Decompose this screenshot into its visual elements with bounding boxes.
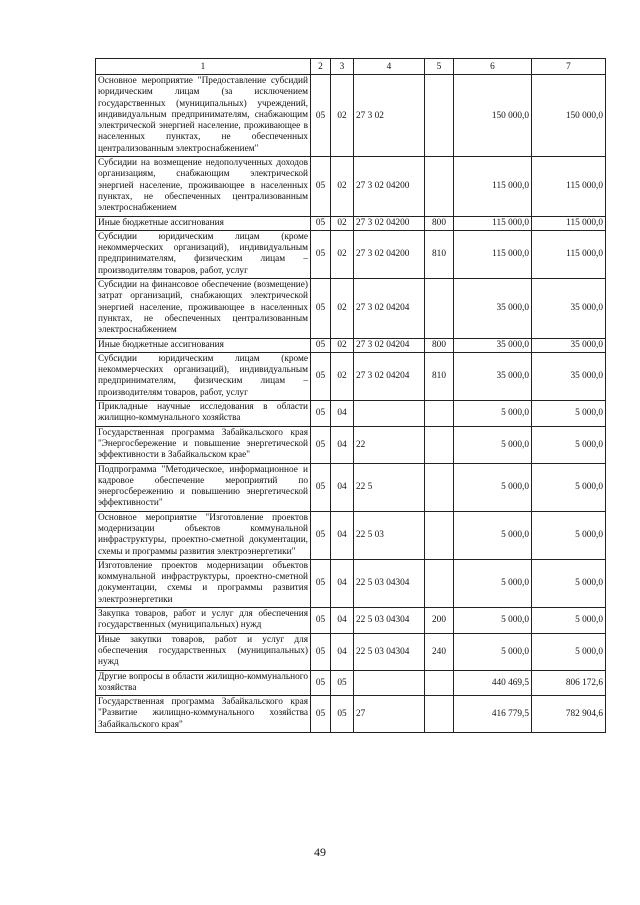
subsection-code-cell: 04 bbox=[331, 559, 354, 607]
subsection-code-cell: 04 bbox=[331, 401, 354, 427]
page-number: 49 bbox=[314, 845, 326, 859]
row-name-cell: Прикладные научные исследования в области жилищно-коммунального хозяйства bbox=[96, 401, 311, 427]
amount-year2-cell: 150 000,0 bbox=[532, 75, 606, 157]
table-row bbox=[96, 633, 606, 670]
table-row bbox=[96, 338, 606, 352]
subsection-code-cell: 02 bbox=[331, 216, 354, 230]
section-code-cell: 05 bbox=[311, 463, 331, 511]
target-article-cell: 27 bbox=[354, 696, 425, 733]
amount-year2-cell: 115 000,0 bbox=[532, 216, 606, 230]
header-cell: 5 bbox=[425, 59, 454, 75]
table-header-row bbox=[96, 59, 606, 75]
section-code-cell: 05 bbox=[311, 75, 331, 157]
amount-year1-cell: 115 000,0 bbox=[454, 230, 532, 278]
expense-type-cell bbox=[425, 559, 454, 607]
section-code-cell: 05 bbox=[311, 216, 331, 230]
amount-year1-cell: 440 469,5 bbox=[454, 670, 532, 696]
section-code-cell: 05 bbox=[311, 426, 331, 463]
subsection-code-cell: 04 bbox=[331, 608, 354, 634]
row-name-cell: Государственная программа Забайкальского края "Развитие жилищно-коммунального хозяйства Забайкальского края" bbox=[96, 696, 311, 733]
amount-year2-cell: 115 000,0 bbox=[532, 230, 606, 278]
table-row bbox=[96, 279, 606, 338]
expense-type-cell: 240 bbox=[425, 633, 454, 670]
subsection-code-cell: 02 bbox=[331, 230, 354, 278]
amount-year1-cell: 5 000,0 bbox=[454, 511, 532, 559]
amount-year2-cell: 5 000,0 bbox=[532, 559, 606, 607]
expense-type-cell: 800 bbox=[425, 216, 454, 230]
row-name-cell: Иные закупки товаров, работ и услуг для обеспечения государственных (муниципальных) нужд bbox=[96, 633, 311, 670]
row-name-cell: Субсидии на финансовое обеспечение (возмещение) затрат организаций, снабжающих электрической энергией население, проживающее в населенных пунктах, не обеспеченных централизованным электроснабжением bbox=[96, 279, 311, 338]
amount-year1-cell: 5 000,0 bbox=[454, 633, 532, 670]
target-article-cell: 27 3 02 04200 bbox=[354, 230, 425, 278]
target-article-cell bbox=[354, 401, 425, 427]
header-cell: 2 bbox=[311, 59, 331, 75]
section-code-cell: 05 bbox=[311, 157, 331, 216]
section-code-cell: 05 bbox=[311, 401, 331, 427]
expense-type-cell bbox=[425, 463, 454, 511]
amount-year2-cell: 5 000,0 bbox=[532, 633, 606, 670]
table-row bbox=[96, 426, 606, 463]
amount-year2-cell: 5 000,0 bbox=[532, 511, 606, 559]
expense-type-cell: 800 bbox=[425, 338, 454, 352]
target-article-cell: 22 5 03 bbox=[354, 511, 425, 559]
target-article-cell: 22 5 03 04304 bbox=[354, 559, 425, 607]
amount-year1-cell: 35 000,0 bbox=[454, 352, 532, 400]
section-code-cell: 05 bbox=[311, 608, 331, 634]
amount-year2-cell: 5 000,0 bbox=[532, 463, 606, 511]
subsection-code-cell: 02 bbox=[331, 279, 354, 338]
table-row bbox=[96, 559, 606, 607]
row-name-cell: Основное мероприятие "Предоставление субсидий юридическим лицам (за исключением государственных (муниципальных) учреждений, индивидуальным предпринимателям, снабжающим электрической энергией население, проживающее в населенных пунктах, не обеспеченных централизованным электроснабжением" bbox=[96, 75, 311, 157]
target-article-cell: 22 bbox=[354, 426, 425, 463]
target-article-cell: 22 5 bbox=[354, 463, 425, 511]
amount-year1-cell: 35 000,0 bbox=[454, 279, 532, 338]
subsection-code-cell: 05 bbox=[331, 696, 354, 733]
row-name-cell: Подпрограмма "Методическое, информационное и кадровое обеспечение мероприятий по энергосбережению и повышению энергетической эффективности" bbox=[96, 463, 311, 511]
subsection-code-cell: 04 bbox=[331, 633, 354, 670]
amount-year1-cell: 35 000,0 bbox=[454, 338, 532, 352]
table-row bbox=[96, 608, 606, 634]
expense-type-cell: 810 bbox=[425, 352, 454, 400]
section-code-cell: 05 bbox=[311, 511, 331, 559]
subsection-code-cell: 04 bbox=[331, 463, 354, 511]
target-article-cell: 22 5 03 04304 bbox=[354, 633, 425, 670]
header-cell: 4 bbox=[354, 59, 425, 75]
table-row bbox=[96, 157, 606, 216]
table-row bbox=[96, 75, 606, 157]
subsection-code-cell: 02 bbox=[331, 157, 354, 216]
header-cell: 3 bbox=[331, 59, 354, 75]
amount-year1-cell: 5 000,0 bbox=[454, 463, 532, 511]
amount-year2-cell: 35 000,0 bbox=[532, 279, 606, 338]
amount-year1-cell: 115 000,0 bbox=[454, 157, 532, 216]
amount-year2-cell: 5 000,0 bbox=[532, 401, 606, 427]
amount-year2-cell: 5 000,0 bbox=[532, 426, 606, 463]
amount-year2-cell: 5 000,0 bbox=[532, 608, 606, 634]
section-code-cell: 05 bbox=[311, 559, 331, 607]
section-code-cell: 05 bbox=[311, 230, 331, 278]
amount-year1-cell: 5 000,0 bbox=[454, 426, 532, 463]
row-name-cell: Изготовление проектов модернизации объектов коммунальной инфраструктуры, проектно-сметной документации, схемы и программы развития электроэнергетики bbox=[96, 559, 311, 607]
expense-type-cell bbox=[425, 511, 454, 559]
table-row bbox=[96, 511, 606, 559]
target-article-cell: 27 3 02 04204 bbox=[354, 279, 425, 338]
amount-year1-cell: 5 000,0 bbox=[454, 559, 532, 607]
amount-year1-cell: 5 000,0 bbox=[454, 608, 532, 634]
expense-type-cell: 810 bbox=[425, 230, 454, 278]
target-article-cell: 27 3 02 bbox=[354, 75, 425, 157]
expense-type-cell bbox=[425, 157, 454, 216]
header-cell: 1 bbox=[96, 59, 311, 75]
table-row bbox=[96, 216, 606, 230]
budget-table bbox=[95, 58, 606, 733]
target-article-cell: 27 3 02 04204 bbox=[354, 338, 425, 352]
amount-year2-cell: 35 000,0 bbox=[532, 352, 606, 400]
expense-type-cell bbox=[425, 279, 454, 338]
expense-type-cell bbox=[425, 401, 454, 427]
amount-year1-cell: 5 000,0 bbox=[454, 401, 532, 427]
section-code-cell: 05 bbox=[311, 338, 331, 352]
table-row bbox=[96, 352, 606, 400]
subsection-code-cell: 02 bbox=[331, 338, 354, 352]
expense-type-cell: 200 bbox=[425, 608, 454, 634]
expense-type-cell bbox=[425, 670, 454, 696]
amount-year1-cell: 150 000,0 bbox=[454, 75, 532, 157]
row-name-cell: Другие вопросы в области жилищно-коммунального хозяйства bbox=[96, 670, 311, 696]
section-code-cell: 05 bbox=[311, 670, 331, 696]
table-row bbox=[96, 230, 606, 278]
subsection-code-cell: 02 bbox=[331, 75, 354, 157]
section-code-cell: 05 bbox=[311, 279, 331, 338]
row-name-cell: Субсидии юридическим лицам (кроме некоммерческих организаций), индивидуальным предпринимателям, физическим лицам – производителям товаров, работ, услуг bbox=[96, 352, 311, 400]
amount-year1-cell: 115 000,0 bbox=[454, 216, 532, 230]
subsection-code-cell: 05 bbox=[331, 670, 354, 696]
subsection-code-cell: 02 bbox=[331, 352, 354, 400]
target-article-cell: 22 5 03 04304 bbox=[354, 608, 425, 634]
table-row bbox=[96, 401, 606, 427]
expense-type-cell bbox=[425, 75, 454, 157]
target-article-cell: 27 3 02 04200 bbox=[354, 216, 425, 230]
row-name-cell: Субсидии на возмещение недополученных доходов организациям, снабжающим электрической энергией население, проживающее в населенных пунктах, не обеспеченных централизованным электроснабжением bbox=[96, 157, 311, 216]
amount-year2-cell: 115 000,0 bbox=[532, 157, 606, 216]
row-name-cell: Иные бюджетные ассигнования bbox=[96, 216, 311, 230]
target-article-cell: 27 3 02 04204 bbox=[354, 352, 425, 400]
row-name-cell: Иные бюджетные ассигнования bbox=[96, 338, 311, 352]
row-name-cell: Закупка товаров, работ и услуг для обеспечения государственных (муниципальных) нужд bbox=[96, 608, 311, 634]
section-code-cell: 05 bbox=[311, 633, 331, 670]
target-article-cell: 27 3 02 04200 bbox=[354, 157, 425, 216]
amount-year2-cell: 35 000,0 bbox=[532, 338, 606, 352]
expense-type-cell bbox=[425, 426, 454, 463]
row-name-cell: Государственная программа Забайкальского края "Энергосбережение и повышение энергетической эффективности в Забайкальском крае" bbox=[96, 426, 311, 463]
target-article-cell bbox=[354, 670, 425, 696]
row-name-cell: Основное мероприятие "Изготовление проектов модернизации объектов коммунальной инфраструктуры, проектно-сметной документации, схемы и программы развития электроэнергетики" bbox=[96, 511, 311, 559]
subsection-code-cell: 04 bbox=[331, 511, 354, 559]
row-name-cell: Субсидии юридическим лицам (кроме некоммерческих организаций), индивидуальным предпринимателям, физическим лицам – производителям товаров, работ, услуг bbox=[96, 230, 311, 278]
amount-year2-cell: 806 172,6 bbox=[532, 670, 606, 696]
subsection-code-cell: 04 bbox=[331, 426, 354, 463]
amount-year2-cell: 782 904,6 bbox=[532, 696, 606, 733]
table-row bbox=[96, 463, 606, 511]
header-cell: 6 bbox=[454, 59, 532, 75]
header-cell: 7 bbox=[532, 59, 606, 75]
expense-type-cell bbox=[425, 696, 454, 733]
table-row bbox=[96, 696, 606, 733]
section-code-cell: 05 bbox=[311, 352, 331, 400]
table-row bbox=[96, 670, 606, 696]
amount-year1-cell: 416 779,5 bbox=[454, 696, 532, 733]
section-code-cell: 05 bbox=[311, 696, 331, 733]
